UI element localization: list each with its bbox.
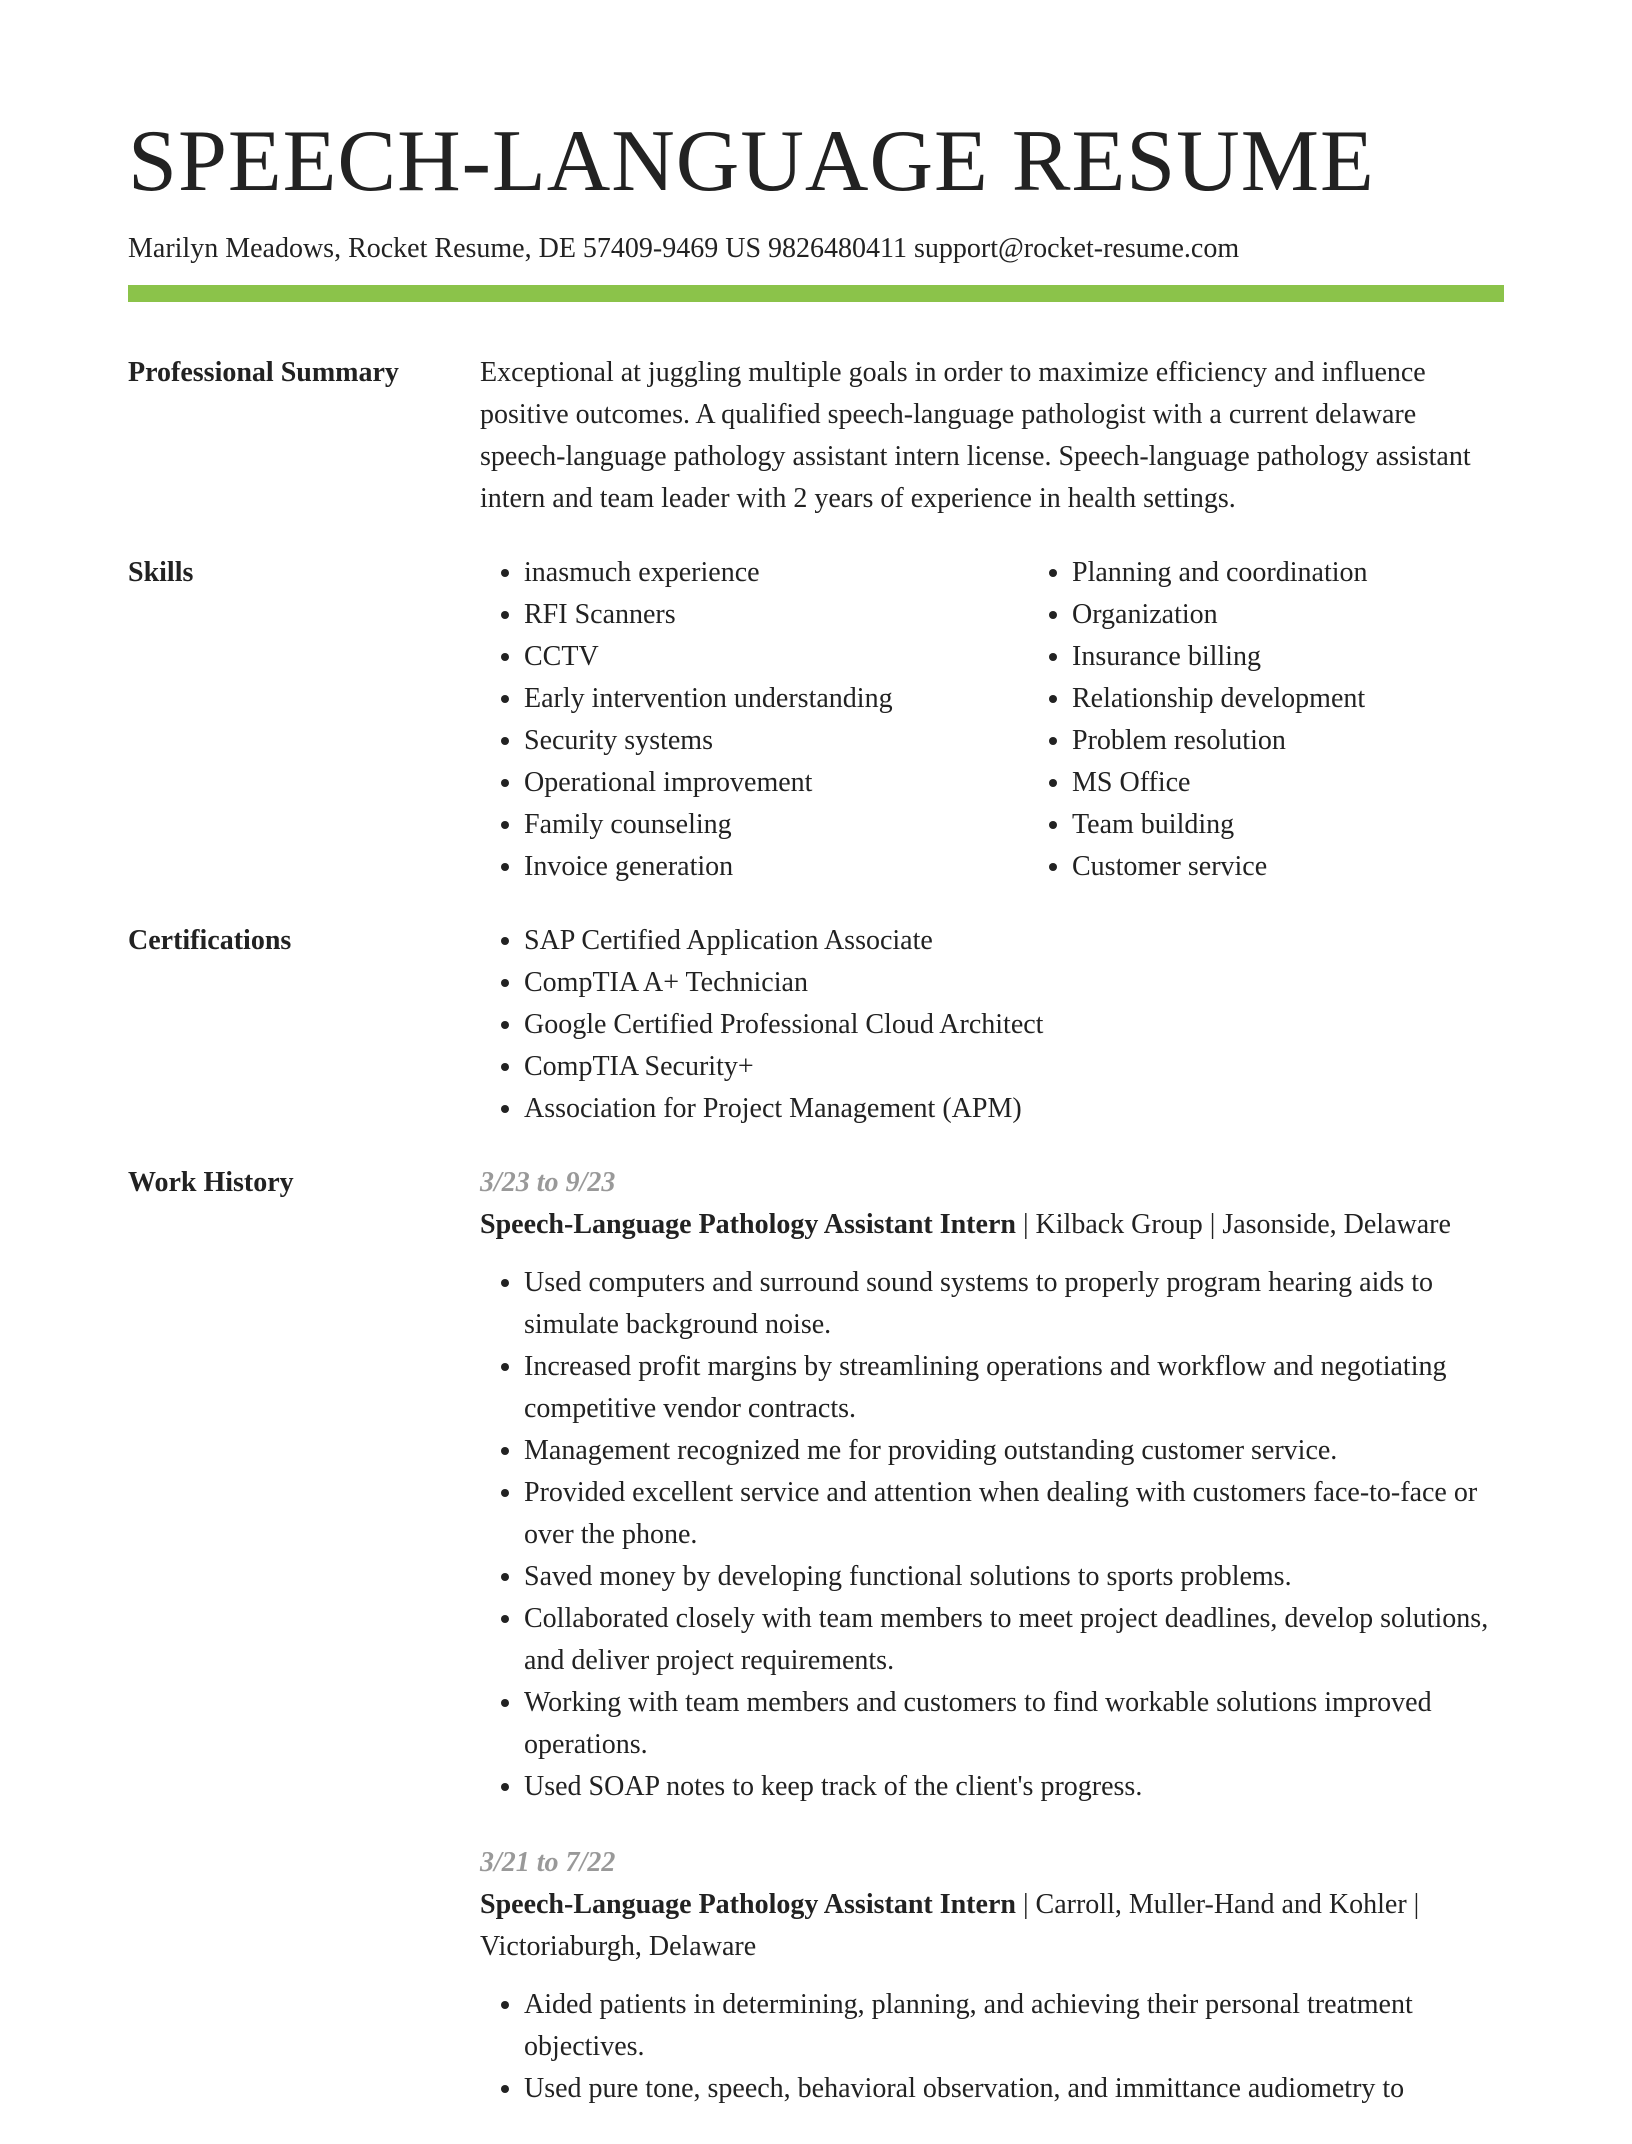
skill-item: • Problem resolution — [1072, 720, 1576, 762]
resume-title: SPEECH-LANGUAGE RESUME — [128, 113, 1375, 210]
skill-item: • Organization — [1072, 594, 1576, 636]
skill-item: • MS Office — [1072, 762, 1576, 804]
job-details: | Kilback Group | Jasonside, Delaware — [1015, 1209, 1451, 1240]
certification-item: • Google Certified Professional Cloud Architect — [524, 1004, 1504, 1046]
contact-line: Marilyn Meadows, Rocket Resume, DE 57409-9469 US 9826480411 support@rocket-resume.com — [128, 233, 1240, 264]
skills-section — [128, 552, 1504, 888]
resume-sections — [128, 352, 1504, 2144]
certification-item: • Association for Project Management (APM) — [524, 1088, 1504, 1130]
skills-list-right — [1028, 552, 1576, 888]
professional-summary-section — [128, 352, 1504, 520]
skill-item: • Team building — [1072, 804, 1576, 846]
job-title: Speech-Language Pathology Assistant Intern — [480, 1889, 1016, 1920]
skill-item: • Customer service — [1072, 846, 1576, 888]
work-history-section — [128, 1162, 1504, 2144]
job-title: Speech-Language Pathology Assistant Intern — [480, 1209, 1016, 1240]
certification-item: • CompTIA Security+ — [524, 1046, 1504, 1088]
job-bullet: • Used SOAP notes to keep track of the client's progress. — [524, 1766, 1504, 1808]
job-bullet: • Collaborated closely with team members to meet project deadlines, develop solutions, and deliver project requirements. — [524, 1598, 1504, 1682]
certification-item: • SAP Certified Application Associate — [524, 920, 1504, 962]
summary-text: Exceptional at juggling multiple goals in order to maximize efficiency and influence positive outcomes. A qualified speech-language pathologist with a current delaware speech-language pathology assistant intern license. Speech-language pathology assistant intern and team leader with 2 years of experience in health settings. — [480, 357, 1471, 514]
skill-item: • Operational improvement — [524, 762, 1028, 804]
skill-item: • Relationship development — [1072, 678, 1576, 720]
certifications-list — [480, 920, 1504, 1130]
section-label-certifications: Certifications — [128, 925, 292, 956]
skill-item: • inasmuch experience — [524, 552, 1028, 594]
job-entry — [480, 1842, 1504, 2110]
job-details: | Carroll, Muller-Hand and Kohler | Victoriaburgh, Delaware — [480, 1889, 1420, 1962]
skill-item: • Insurance billing — [1072, 636, 1576, 678]
skill-item: • Security systems — [524, 720, 1028, 762]
job-dates: 3/21 to 7/22 — [480, 1847, 616, 1878]
skill-item: • Early intervention understanding — [524, 678, 1028, 720]
job-bullet: • Working with team members and customers to find workable solutions improved operations. — [524, 1682, 1504, 1766]
job-bullets — [480, 1262, 1504, 1808]
section-label-work-history: Work History — [128, 1167, 294, 1198]
job-bullets — [480, 1984, 1504, 2110]
accent-divider — [128, 285, 1504, 302]
skill-item: • RFI Scanners — [524, 594, 1028, 636]
job-entry — [480, 1162, 1504, 1808]
job-header — [480, 1204, 1504, 1246]
skill-item: • Family counseling — [524, 804, 1028, 846]
section-label-skills: Skills — [128, 557, 194, 588]
certification-item: • CompTIA A+ Technician — [524, 962, 1504, 1004]
job-bullet: • Provided excellent service and attention when dealing with customers face-to-face or over the phone. — [524, 1472, 1504, 1556]
job-bullet: • Used pure tone, speech, behavioral observation, and immittance audiometry to — [524, 2068, 1504, 2110]
job-bullet: • Increased profit margins by streamlining operations and workflow and negotiating competitive vendor contracts. — [524, 1346, 1504, 1430]
job-bullet: • Aided patients in determining, planning, and achieving their personal treatment objectives. — [524, 1984, 1504, 2068]
job-bullet: • Saved money by developing functional solutions to sports problems. — [524, 1556, 1504, 1598]
job-bullet: • Used computers and surround sound systems to properly program hearing aids to simulate background noise. — [524, 1262, 1504, 1346]
certifications-section — [128, 920, 1504, 1130]
job-bullet: • Management recognized me for providing outstanding customer service. — [524, 1430, 1504, 1472]
job-dates: 3/23 to 9/23 — [480, 1167, 616, 1198]
skill-item: • Invoice generation — [524, 846, 1028, 888]
skills-list-left — [480, 552, 1028, 888]
skill-item: • CCTV — [524, 636, 1028, 678]
skill-item: • Planning and coordination — [1072, 552, 1576, 594]
job-header — [480, 1884, 1504, 1968]
section-label-summary: Professional Summary — [128, 357, 399, 388]
